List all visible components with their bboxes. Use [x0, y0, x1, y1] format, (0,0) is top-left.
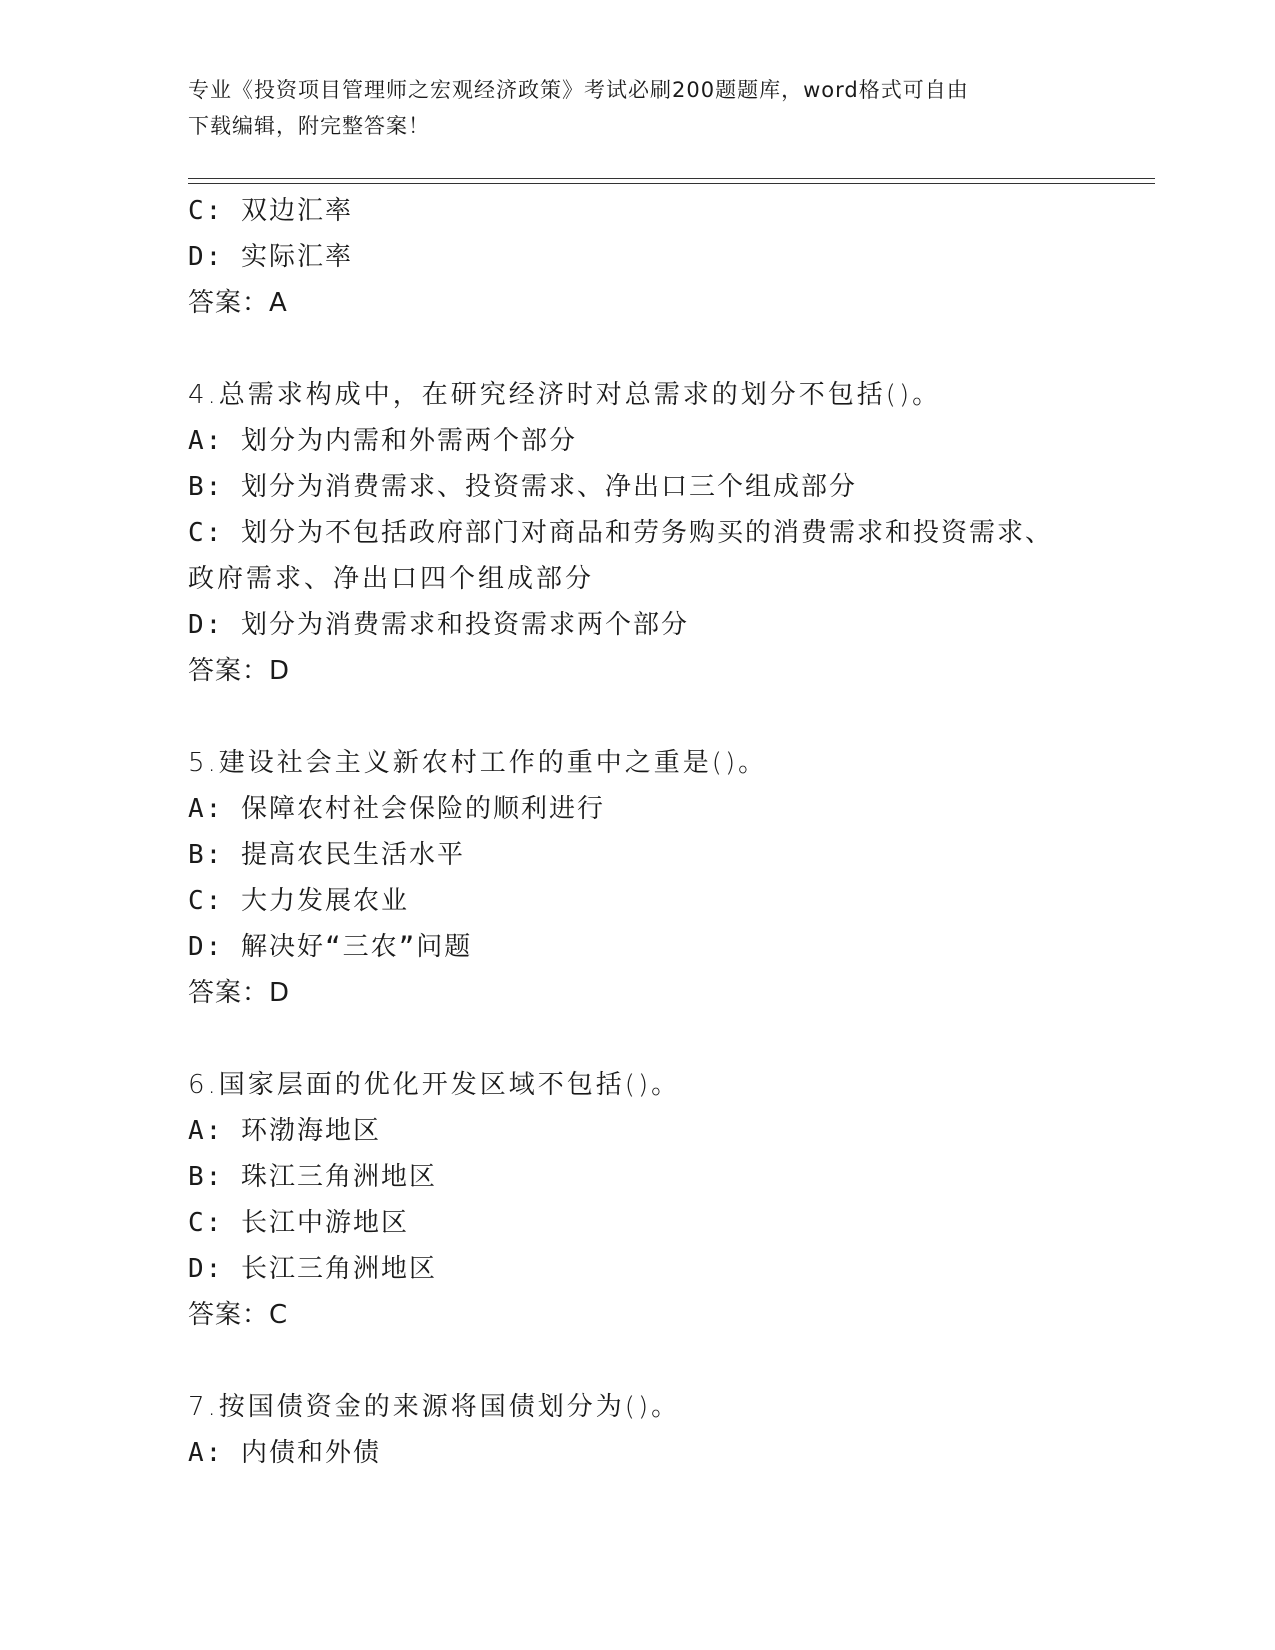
option-d: D: 实际汇率: [188, 242, 353, 272]
answer-line: 答案：D: [188, 656, 291, 686]
option-d: D: 解决好“三农”问题: [188, 932, 473, 962]
header-line-1: 专业《投资项目管理师之宏观经济政策》考试必刷200题题库，word格式可自由: [188, 78, 969, 102]
question-4: [188, 372, 1148, 694]
header-line-2: 下载编辑，附完整答案！: [188, 114, 430, 138]
question-stem: 7.按国债资金的来源将国债划分为()。: [188, 1392, 681, 1422]
question-7: [188, 1384, 1148, 1476]
answer-line: 答案：D: [188, 978, 291, 1008]
question-fragment: [188, 188, 1148, 326]
question-stem: 5.建设社会主义新农村工作的重中之重是()。: [188, 748, 768, 778]
option-c: C: 大力发展农业: [188, 886, 409, 916]
option-c: C: 长江中游地区: [188, 1208, 409, 1238]
question-stem: 4.总需求构成中，在研究经济时对总需求的划分不包括()。: [188, 380, 942, 410]
option-b: B: 提高农民生活水平: [188, 840, 465, 870]
option-a: A: 环渤海地区: [188, 1116, 381, 1146]
option-a: A: 内债和外债: [188, 1438, 381, 1468]
spacer: [188, 1338, 1148, 1384]
answer-line: 答案：A: [188, 288, 288, 318]
question-list: [188, 188, 1148, 1476]
question-5: [188, 740, 1148, 1016]
option-a: A: 保障农村社会保险的顺利进行: [188, 794, 605, 824]
option-b: B: 珠江三角洲地区: [188, 1162, 437, 1192]
option-d: D: 长江三角洲地区: [188, 1254, 437, 1284]
spacer: [188, 694, 1148, 740]
header-divider-bottom: [188, 183, 1155, 184]
option-c: C: 划分为不包括政府部门对商品和劳务购买的消费需求和投资需求、: [188, 518, 1053, 548]
question-6: [188, 1062, 1148, 1338]
spacer: [188, 1016, 1148, 1062]
option-c-continued: 政府需求、净出口四个组成部分: [188, 564, 595, 594]
header-divider-top: [188, 178, 1155, 179]
option-c: C: 双边汇率: [188, 196, 353, 226]
answer-line: 答案：C: [188, 1300, 289, 1330]
option-b: B: 划分为消费需求、投资需求、净出口三个组成部分: [188, 472, 857, 502]
spacer: [188, 326, 1148, 372]
question-stem: 6.国家层面的优化开发区域不包括()。: [188, 1070, 681, 1100]
option-a: A: 划分为内需和外需两个部分: [188, 426, 577, 456]
document-header: [188, 72, 1088, 144]
option-d: D: 划分为消费需求和投资需求两个部分: [188, 610, 689, 640]
